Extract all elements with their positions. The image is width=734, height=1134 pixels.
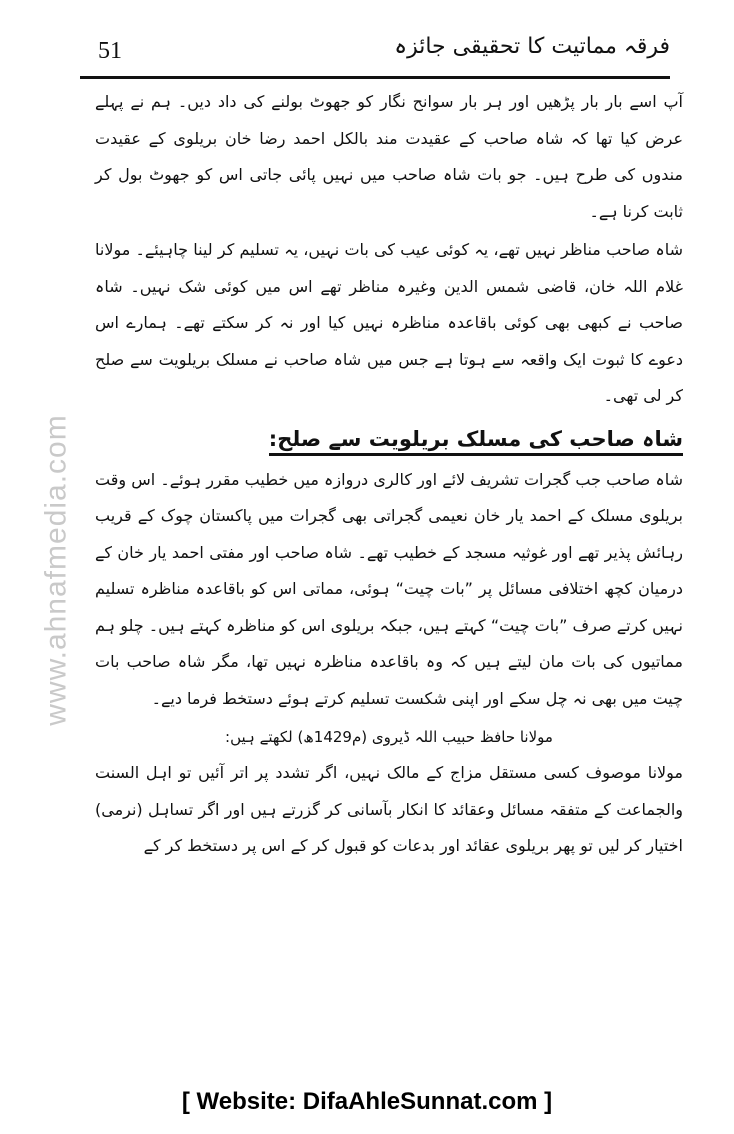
website-footer: [ Website: DifaAhleSunnat.com ]	[181, 1088, 553, 1115]
citation-line: مولانا حافظ حبیب اللہ ڈیروی (م1429ھ) لکھتے ہیں:	[225, 728, 553, 746]
paragraph-3: شاہ صاحب جب گجرات تشریف لائے اور کالری دروازہ میں خطیب مقرر ہوئے۔ اس وقت بریلوی مسلک کے احمد یار خان نعیمی گجراتی بھی گجرات میں پاکستان چوک کے قریب رہائش پذیر تھے اور غوثیہ مسجد کے خطیب تھے۔ شاہ صاحب اور مفتی احمد یار خان کے درمیان کچھ اختلافی مسائل پر ”بات چیت“ ہوئی، مماتی اس کو باقاعدہ مناظرہ تسلیم نہیں کرتے صرف ”بات چیت“ کہتے ہیں، جبکہ بریلوی اس کو مناظرہ کہتے ہیں۔ چلو ہم مماتیوں کی بات مان لیتے ہیں کہ وہ باقاعدہ مناظرہ نہیں تھا، مگر شاہ صاحب بات چیت میں بھی نہ چل سکے اور اپنی شکست تسلیم کرتے ہوئے دستخط فرما دیے۔	[95, 469, 683, 708]
paragraph-2: شاہ صاحب مناظر نہیں تھے، یہ کوئی عیب کی بات نہیں، یہ تسلیم کر لینا چاہیئے۔ مولانا غلام اللہ خان، قاضی شمس الدین وغیرہ مناظر تھے اس میں کوئی شک نہیں۔ شاہ صاحب نے کبھی بھی کوئی باقاعدہ مناظرہ نہیں کیا اور نہ کر سکتے تھے۔ ہمارے اس دعوے کا ثبوت ایک واقعہ سے ہوتا ہے جس میں شاہ صاحب نے مسلک بریلویت سے صلح کر لی تھی۔	[95, 240, 683, 405]
watermark-text: www.ahnafmedia.com	[40, 414, 73, 726]
quote-paragraph: مولانا موصوف کسی مستقل مزاج کے مالک نہیں، اگر تشدد پر اتر آئیں تو اہل السنت والجماعت کے متفقہ مسائل وعقائد کا انکار بآسانی کر گزرتے ہیں اور اگر تساہل (نرمی) اختیار کر لیں تو پھر بریلوی عقائد اور بدعات کو قبول کر کے اس پر دستخط کر کے	[95, 763, 683, 855]
watermark	[12, 400, 102, 740]
running-title: فرقہ مماتیت کا تحقیقی جائزہ	[394, 34, 670, 59]
section-heading-wrap	[95, 417, 683, 462]
paragraph-1: آپ اسے بار بار پڑھیں اور ہر بار سوانح نگار کو جھوٹ بولنے کی داد دیں۔ ہم نے پہلے عرض کیا تھا کہ شاہ صاحب کے عقیدت مند بالکل احمد رضا خان بریلوی کے عقیدت مندوں کی طرح ہیں۔ جو بات شاہ صاحب میں نہیں پائی جاتی اس کو جھوٹ بول کر ثابت کرنا ہے۔	[95, 92, 683, 221]
page-header	[80, 30, 670, 74]
page-body	[95, 84, 683, 867]
section-heading: شاہ صاحب کی مسلک بریلویت سے صلح:	[269, 423, 683, 456]
page-number: 51	[98, 38, 122, 64]
header-rule	[80, 76, 670, 79]
